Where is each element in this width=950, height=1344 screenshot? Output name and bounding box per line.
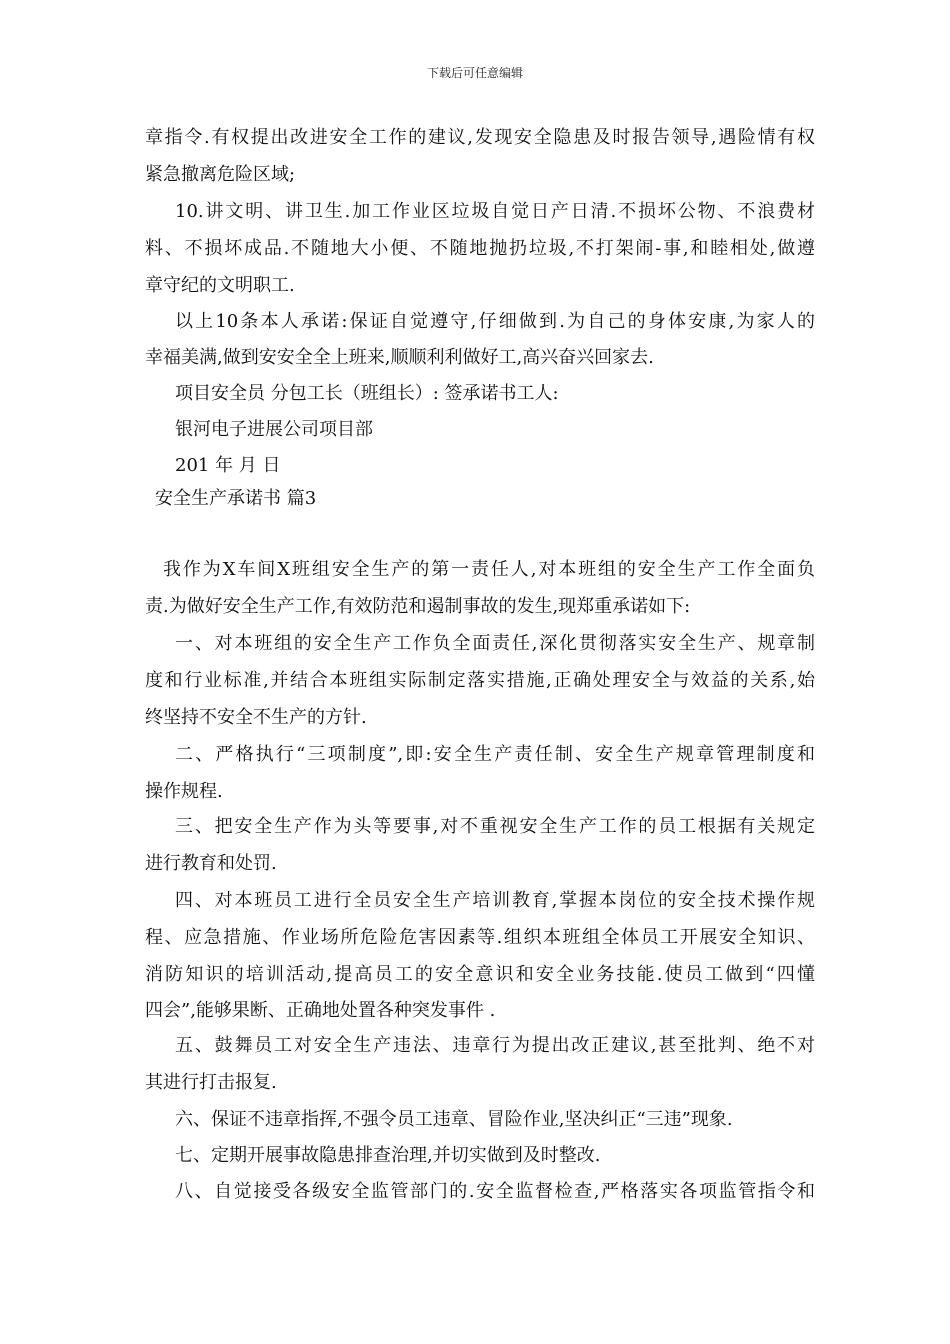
company-name: 银河电子进展公司项目部 xyxy=(175,419,373,440)
text-line: 消防知识的培训活动,提高员工的安全意识和安全业务技能.使员工做到“四懂 xyxy=(145,964,815,985)
text-line: 其进行打击报复. xyxy=(145,1072,277,1093)
text-line: 三、把安全生产作为头等要事,对不重视安全生产工作的员工根据有关规定 xyxy=(175,816,815,837)
text-line: 程、应急措施、作业场所危险危害因素等.组织本班组全体员工开展安全知识、 xyxy=(145,927,815,948)
text-line: 六、保证不违章指挥,不强令员工违章、冒险作业,坚决纠正“三违”现象. xyxy=(175,1109,733,1130)
text-line: 五、鼓舞员工对安全生产违法、违章行为提出改正建议,甚至批判、绝不对 xyxy=(175,1035,815,1056)
text-line: 章守纪的文明职工. xyxy=(145,275,295,296)
text-line: 以上10条本人承诺:保证自觉遵守,仔细做到.为自己的身体安康,为家人的 xyxy=(175,311,815,332)
text-line: 七、定期开展事故隐患排查治理,并切实做到及时整改. xyxy=(175,1145,601,1166)
text-line: 章指令.有权提出改进安全工作的建议,发现安全隐患及时报告领导,遇险情有权 xyxy=(145,127,815,148)
text-line: 10.讲文明、讲卫生.加工作业区垃圾自觉日产日清.不损坏公物、不浪费材 xyxy=(175,201,815,222)
page-header: 下载后可任意编辑 xyxy=(426,66,523,80)
text-line: 度和行业标准,并结合本班组实际制定落实措施,正确处理安全与效益的关系,始 xyxy=(145,670,815,691)
text-line: 料、不损坏成品.不随地大小便、不随地抛扔垃圾,不打架闹-事,和睦相处,做遵 xyxy=(145,238,815,259)
section-title: 安全生产承诺书 篇3 xyxy=(155,488,317,509)
text-line: 责.为做好安全生产工作,有效防范和遏制事故的发生,现郑重承诺如下: xyxy=(145,596,691,617)
text-line: 终坚持不安全不生产的方针. xyxy=(145,707,367,728)
date-line: 201 年 月 日 xyxy=(175,455,281,476)
text-line: 四、对本班员工进行全员安全生产培训教育,掌握本岗位的安全技术操作规 xyxy=(175,890,815,911)
signature-line: 项目安全员 分包工长（班组长）: 签承诺书工人: xyxy=(175,383,559,404)
text-line: 操作规程. xyxy=(145,781,223,802)
text-line: 一、对本班组的安全生产工作负全面责任,深化贯彻落实安全生产、规章制 xyxy=(175,633,815,654)
text-line: 八、自觉接受各级安全监管部门的.安全监督检查,严格落实各项监管指令和 xyxy=(175,1181,815,1202)
text-line: 进行教育和处罚. xyxy=(145,853,277,874)
text-line: 四会”,能够果断、正确地处置各种突发事件 . xyxy=(145,1000,496,1021)
text-line: 二、严格执行“三项制度”,即:安全生产责任制、安全生产规章管理制度和 xyxy=(175,744,815,765)
text-line: 紧急撤离危险区域; xyxy=(145,164,296,185)
text-line: 幸福美满,做到安安全全上班来,顺顺利利做好工,高兴奋兴回家去. xyxy=(145,347,654,368)
text-line: 我作为X车间X班组安全生产的第一责任人,对本班组的安全生产工作全面负 xyxy=(163,559,815,580)
